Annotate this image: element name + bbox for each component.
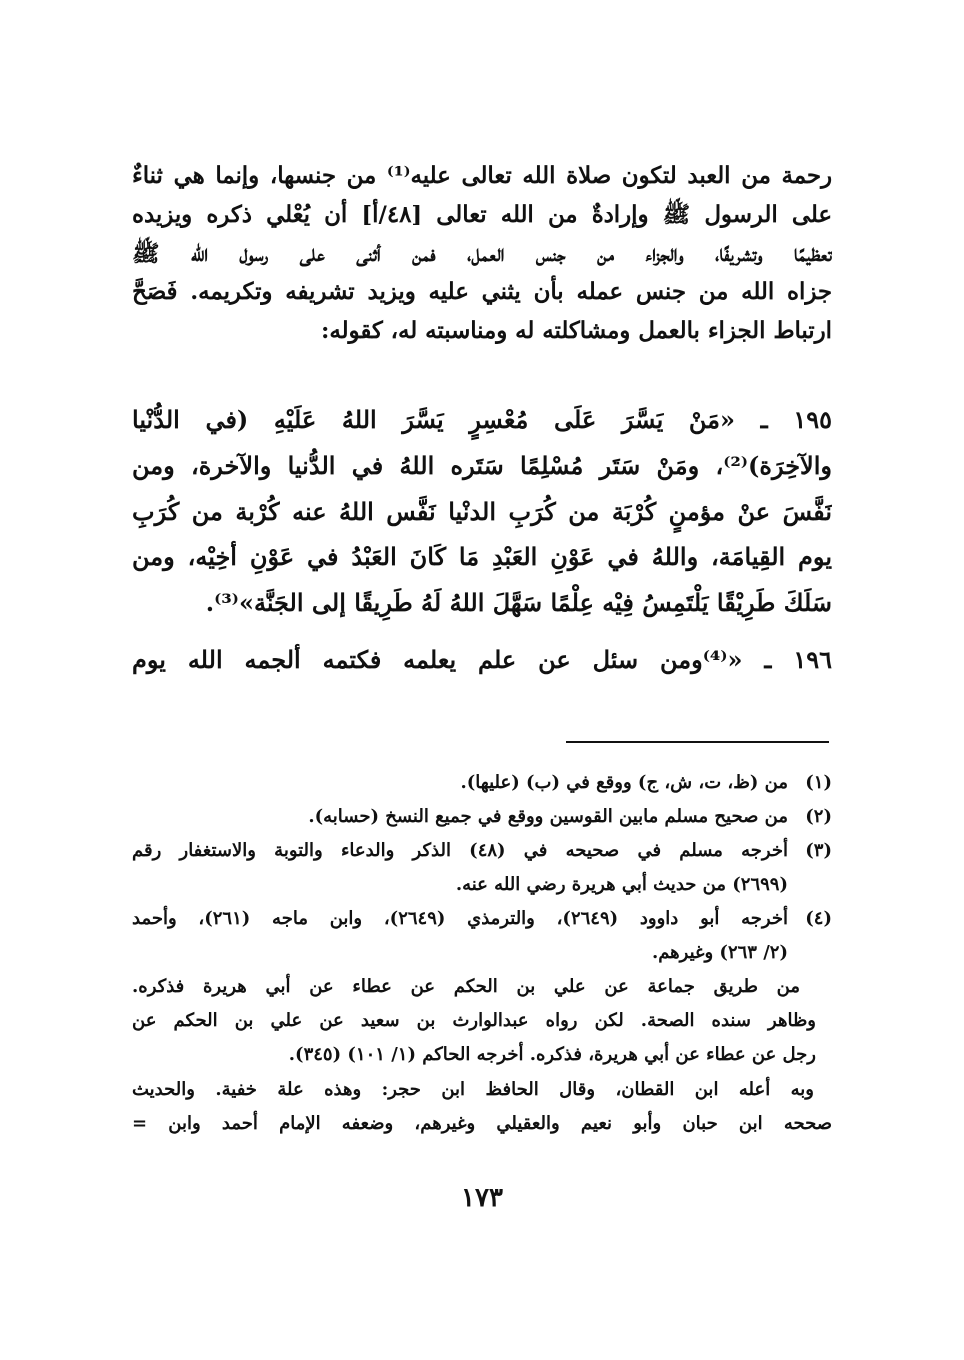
paragraph-line: على الرسول ﷺ وإرادةٌ من الله تعالى [٤٨/أ] أن يُعْلي ذكره ويزيده — [132, 201, 832, 228]
page-number: ١٧٣ — [461, 1183, 503, 1213]
footnote-number: (٣) — [805, 840, 832, 861]
hadith-196 — [132, 637, 832, 682]
footnote-line: رجل عن عطاء عن أبي هريرة، فذكره. أخرجه الحاكم (١/ ١٠١) (٣٤٥). — [288, 1044, 816, 1065]
hadith-line: والآخِرَة)⁽²⁾، ومَنْ سَتَر مُسْلِمًا سَتَره اللهُ في الدُّنيا والآخرة، ومن — [132, 450, 832, 480]
footnote-line: من طريق جماعة عن علي بن الحكم عن عطاء عن أبي هريرة فذكره. — [132, 976, 800, 997]
footnote-number: (٤) — [805, 908, 832, 929]
hadith-line: سَلَكَ طَرِيْقًا يَلْتَمِسُ فِيْه عِلْمًا سَهَّلَ اللهُ لَهُ طَرِيقًا إلى الجَنَّة»⁽³⁾. — [205, 588, 832, 618]
footnote-text — [132, 834, 788, 902]
paragraph-line: رحمة من العبد لتكون صلاة الله تعالى عليه⁽¹⁾ من جنسها، وإنما هي ثناءٌ — [132, 163, 832, 189]
footnote-number: (٢) — [805, 806, 832, 827]
footnote-4-continuation-2 — [132, 1073, 832, 1141]
footnote-separator — [566, 741, 829, 743]
footnote-line: وظاهر سنده الصحة. لكن رواه عبدالوارث بن سعيد عن علي بن الحكم عن — [132, 1010, 816, 1031]
footnote-number: (١) — [805, 772, 832, 793]
footnote-text — [132, 766, 788, 800]
hadith-line: نَفَّسَ عنْ مؤمنٍ كُرْبَة من كُرَبِ الدنْيا نَفَّس اللهُ عنه كُرْبة من كُرَبِ — [132, 496, 832, 526]
main-paragraph — [132, 157, 832, 351]
footnote-2 — [132, 800, 832, 834]
paragraph-line: جزاه الله من جنس عمله بأن يثني عليه ويزيد تشريفه وتكريمه. فَصَحَّ — [132, 279, 832, 306]
footnotes — [132, 766, 832, 1141]
footnote-line: من (ظ، ت، ش، ج) ووقع في (ب) (عليها). — [460, 772, 788, 793]
footnote-line: صححه ابن حبان وأبو نعيم والعقيلي وغيرهم، وضعفه الإمام أحمد وابن = — [132, 1113, 832, 1134]
hadith-line: ١٩٦ ـ «⁽⁴⁾ومن سئل عن علم يعلمه فكتمه ألجمه الله يوم — [132, 645, 832, 674]
hadith-line: يوم القِيامَة، واللهُ في عَوْنِ العَبْدِ مَا كَانَ العَبْدُ في عَوْنِ أخِيْه، ومن — [132, 542, 832, 572]
footnote-line: أخرجه مسلم في صحيحه في (٤٨) الذكر والدعاء والتوبة والاستغفار رقم — [132, 840, 788, 861]
hadith-195 — [132, 397, 832, 626]
footnote-line: أخرجه أبو داوود (٢٦٤٩)، والترمذي (٢٦٤٩)، وابن ماجه (٢٦١)، وأحمد — [132, 908, 788, 929]
hadith-line: ١٩٥ ـ «مَنْ يَسَّرَ عَلَى مُعْسِرٍ يَسَّرَ اللهُ عَلَيْهِ (في الدُّنْيا — [132, 405, 832, 434]
paragraph-line: تعظيمًا وتشريفًا، والجزاء من جنس العمل، فمن أثنى على رسول الله ﷺ — [132, 240, 832, 267]
footnote-text — [132, 800, 788, 834]
footnote-3 — [132, 834, 832, 902]
footnote-4-continuation — [132, 970, 816, 1072]
footnote-line: من صحيح مسلم مابين القوسين ووقع في جميع النسخ (حسابه). — [308, 806, 788, 827]
footnote-line: وبه أعله ابن القطان، وقال الحافظ ابن حجر: وهذه علة خفية. والحديث — [132, 1079, 814, 1100]
paragraph-line: ارتباط الجزاء بالعمل ومشاكلته له ومناسبته له، كقوله: — [320, 318, 832, 345]
footnote-text — [132, 902, 788, 970]
footnote-line: (٢٦٩٩) من حديث أبي هريرة رضي الله عنه. — [455, 874, 788, 895]
footnote-line: (٢/ ٢٦٣) وغيرهم. — [651, 942, 788, 963]
footnote-1 — [132, 766, 832, 800]
footnote-4 — [132, 902, 832, 970]
